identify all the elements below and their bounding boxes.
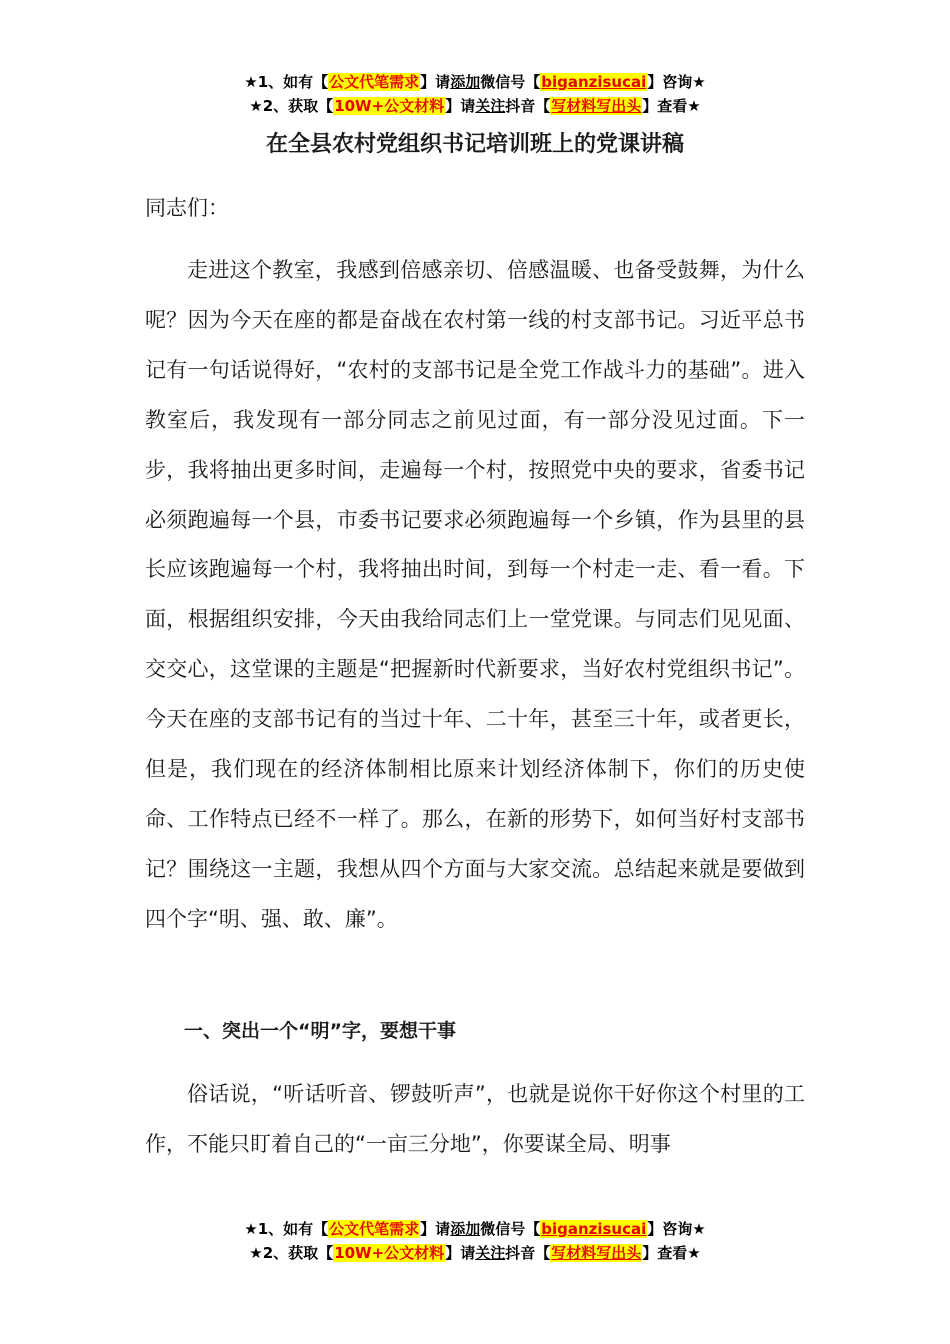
- promo-wechat-id[interactable]: biganzisucai: [541, 1220, 647, 1238]
- salutation: 同志们：: [145, 196, 229, 220]
- promo-emphasis: 关注: [475, 1244, 506, 1262]
- promo-text: 】查看★: [642, 97, 701, 115]
- promo-highlight: 10W+公文材料: [334, 1244, 445, 1262]
- promo-emphasis: 添加: [450, 73, 481, 91]
- promo-text: 抖音【: [505, 97, 551, 115]
- promo-text: 】咨询★: [647, 1220, 706, 1238]
- promo-text: 】咨询★: [647, 73, 706, 91]
- promo-text: ★2、获取【: [249, 97, 334, 115]
- promo-banner-top: [0, 70, 950, 118]
- document-title: 在全县农村党组织书记培训班上的党课讲稿: [265, 132, 684, 157]
- promo-highlight: 公文代笔需求: [329, 73, 420, 91]
- promo-douyin-id[interactable]: 写材料写出头: [551, 97, 642, 115]
- body-paragraph-1: 走进这个教室，我感到倍感亲切、倍感温暖、也备受鼓舞，为什么呢？因为今天在座的都是奋战在农村第一线的村支部书记。习近平总书记有一句话说得好，“农村的支部书记是全党工作战斗力的基础”。进入教室后，我发现有一部分同志之前见过面，有一部分没见过面。下一步，我将抽出更多时间，走遍每一个村，按照党中央的要求，省委书记必须跑遍每一个县，市委书记要求必须跑遍每一个乡镇，作为县里的县长应该跑遍每一个村，我将抽出时间，到每一个村走一走、看一看。下面，根据组织安排，今天由我给同志们上一堂党课。与同志们见见面、交交心，这堂课的主题是“把握新时代新要求，当好农村党组织书记”。今天在座的支部书记有的当过十年、二十年，甚至三十年，或者更长，但是，我们现在的经济体制相比原来计划经济体制下，你们的历史使命、工作特点已经不一样了。那么，在新的形势下，如何当好村支部书记？围绕这一主题，我想从四个方面与大家交流。总结起来就是要做到四个字“明、强、敢、廉”。: [145, 258, 805, 931]
- section-heading-1: 一、突出一个“明”字，要想干事: [184, 1020, 456, 1042]
- promo-text: 】请: [445, 97, 476, 115]
- promo-text: 】查看★: [642, 1244, 701, 1262]
- promo-banner-bottom: [0, 1217, 950, 1265]
- promo-line-2: [0, 94, 950, 118]
- promo-text: 】请: [420, 73, 451, 91]
- promo-text: 抖音【: [505, 1244, 551, 1262]
- promo-text: 微信号【: [480, 1220, 541, 1238]
- promo-line-1: [0, 70, 950, 94]
- promo-text: 】请: [445, 1244, 476, 1262]
- promo-text: 微信号【: [480, 73, 541, 91]
- promo-douyin-id[interactable]: 写材料写出头: [551, 1244, 642, 1262]
- promo-emphasis: 关注: [475, 97, 506, 115]
- promo-text: 】请: [420, 1220, 451, 1238]
- promo-line-2: [0, 1241, 950, 1265]
- promo-text: ★1、如有【: [244, 73, 329, 91]
- promo-text: ★2、获取【: [249, 1244, 334, 1262]
- promo-emphasis: 添加: [450, 1220, 481, 1238]
- promo-highlight: 10W+公文材料: [334, 97, 445, 115]
- body-paragraph-2: 俗话说，“听话听音、锣鼓听声”，也就是说你干好你这个村里的工作，不能只盯着自己的“一亩三分地”，你要谋全局、明事: [145, 1082, 805, 1156]
- promo-line-1: [0, 1217, 950, 1241]
- promo-highlight: 公文代笔需求: [329, 1220, 420, 1238]
- promo-text: ★1、如有【: [244, 1220, 329, 1238]
- promo-wechat-id[interactable]: biganzisucai: [541, 73, 647, 91]
